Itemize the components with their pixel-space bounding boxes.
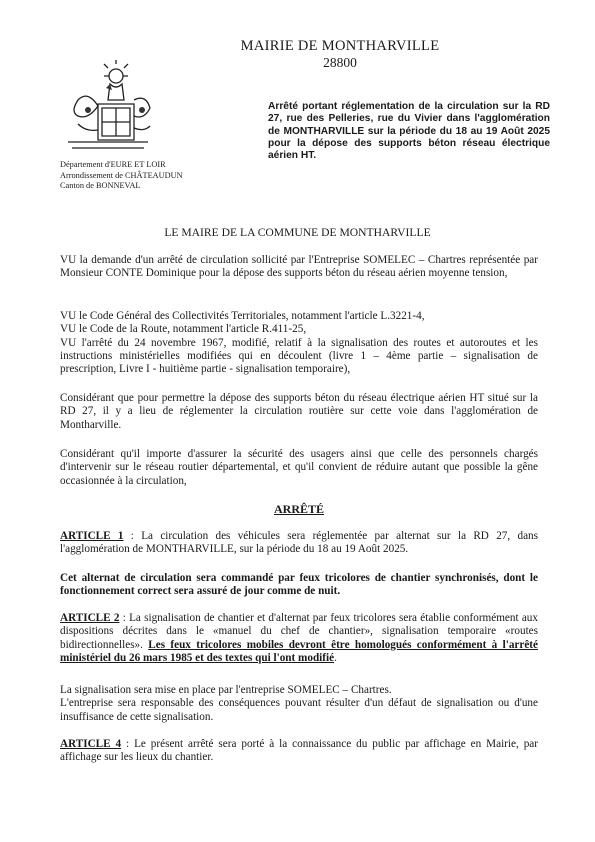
postcode: 28800 [323,55,357,70]
article-2-bold-text: Les feux tricolores mobiles devront être homologués conformément à l'arrêté ministériel du 26 mars 1985 et des textes qui l'ont modifié [60,638,538,664]
article-1 [60,530,538,557]
considerant-2-paragraph [60,448,538,488]
considerant-2-text: Considérant qu'il importe d'assurer la sécurité des usagers ainsi que celle des personnels chargés d'intervenir sur le réseau routier départemental, et qu'il convient de réduire autant que possible la gêne occasionnée à la circulation, [60,448,538,487]
article-4 [60,738,538,765]
article-4-label: ARTICLE 4 [60,738,122,750]
article-4-text: : Le présent arrêté sera porté à la connaissance du public par affichage en Mairie, par affichage sur les lieux du chantier. [60,738,538,764]
department-info [60,160,183,192]
article-1-bold-paragraph [60,572,538,599]
arrete-heading: ARRÊTÉ [273,502,324,516]
article-1-label: ARTICLE 1 [60,530,124,542]
article-2-label: ARTICLE 2 [60,612,120,624]
vu-demande-text: VU la demande d'un arrêté de circulation sollicité par l'Entreprise SOMELEC – Chartres représentée par Monsieur CONTE Dominique pour la dépose des supports béton du réseau aérien moyenne tension, [60,254,538,280]
article-1-text: : La circulation des véhicules sera réglementée par alternat sur la RD 27, dans l'agglomération de MONTHARVILLE, sur la période du 18 au 19 Août 2025. [60,530,538,556]
considerant-1-text: Considérant que pour permettre la dépose des supports béton du réseau électrique aérien HT situé sur la RD 27, il y a lieu de réglementer la circulation routière sur cette voie dans l'agglomération de Montharville. [60,392,538,431]
canton-line: Canton de BONNEVAL [60,181,141,190]
article-2-end: . [334,651,337,664]
vu-arrete-1967-text: VU l'arrêté du 24 novembre 1967, modifié, relatif à la signalisation des routes et autoroutes et les instructions ministérielles modifiées qui en découlent (livre 1 – 4ème partie – signalisation de prescription, Livre I - huitième partie - signalisation temporaire), [60,336,538,376]
maire-heading: LE MAIRE DE LA COMMUNE DE MONTHARVILLE [164,226,431,239]
vu-demande-paragraph [60,254,538,281]
article-2-text: : La signalisation de chantier et d'alternat par feux tricolores sera établie conformément aux dispositions décrites dans le «manuel du chef de chantier», signalisation temporaire «routes bidirectionnelles». [60,612,538,651]
considerant-1-paragraph [60,392,538,432]
department-line: Département d'EURE ET LOIR [60,160,166,169]
vu-code-route-text: VU le Code de la Route, notamment l'article R.411-25, [60,323,307,336]
arrondissement-line: Arrondissement de CHÂTEAUDUN [60,170,183,180]
signalisation-line-2: L'entreprise sera responsable des conséquences pouvant résulter d'un défaut de signalisation ou d'une insuffisance de cette signalisation. [60,697,538,723]
arrete-summary: Arrêté portant réglementation de la circulation sur la RD 27, rue des Pelleries, rue du Vivier dans l'agglomération de MONTHARVILLE sur la période du 18 au 19 Août 2025 pour la dépose des supports béton réseau électrique aérien HT. [268,101,550,162]
vu-cgct-text: VU le Code Général des Collectivités Territoriales, notamment l'article L.3221-4, [60,310,425,322]
mairie-title: MAIRIE DE MONTHARVILLE [240,38,440,54]
vu-codes-paragraph [60,310,538,376]
marianne-crest-icon [58,60,158,156]
signalisation-paragraph [60,684,538,724]
signalisation-line-1: La signalisation sera mise en place par l'entreprise SOMELEC – Chartres. [60,684,392,696]
article-2 [60,612,538,665]
article-1-bold-text: Cet alternat de circulation sera commandé par feux tricolores de chantier synchronisés, dont le fonctionnement correct sera assuré de jour comme de nuit. [60,572,538,598]
